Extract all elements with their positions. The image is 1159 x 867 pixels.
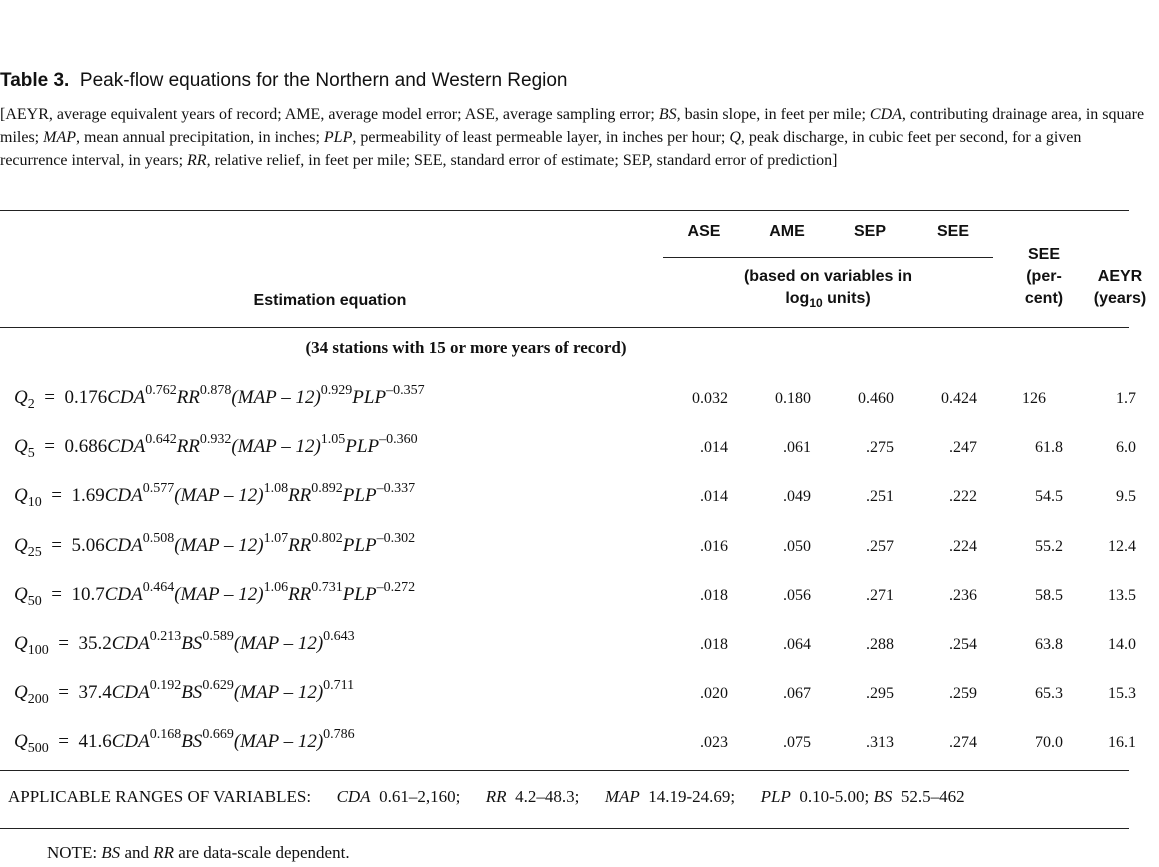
equation-variable: BS: [181, 682, 203, 704]
headnote-text: , peak discharge, in cubic feet per second, for a given recurrence interval, in years;: [0, 129, 1082, 169]
equation-exponent: 0.711: [323, 678, 355, 694]
cell-ame: .056: [783, 586, 811, 604]
table-row: [0, 422, 1159, 471]
equation-exponent: 0.929: [320, 382, 353, 398]
cell-ase: .020: [700, 685, 728, 703]
table-row: [0, 717, 1159, 766]
header-rule: [0, 327, 1129, 328]
equation-exponent: –0.302: [376, 530, 416, 546]
table-title: [0, 70, 568, 92]
equation-variable: CDA: [111, 682, 150, 704]
equation-q: Q: [14, 485, 28, 507]
headnote-variable: CDA: [869, 106, 902, 123]
equation-exponent: 0.577: [142, 481, 175, 497]
equation-exponent: 1.07: [263, 530, 289, 546]
note-variable-rr: RR: [153, 843, 175, 862]
cell-see-percent: 55.2: [1035, 537, 1063, 555]
cell-see: .254: [949, 636, 977, 653]
equation-q-subscript: 100: [27, 642, 49, 658]
headnote-variable: BS: [658, 106, 677, 123]
equation-variable: PLP: [342, 583, 377, 605]
equation-q: Q: [14, 682, 28, 704]
header-ase: ASE: [687, 223, 721, 240]
equation-q-subscript: 200: [27, 692, 49, 708]
cell-see: 0.424: [941, 390, 977, 407]
cell-see-percent: 126: [1022, 390, 1046, 407]
header-based-on-sub: 10: [809, 296, 823, 311]
cell-see-percent: 54.5: [1035, 488, 1063, 506]
cell-sep: .288: [866, 636, 894, 653]
equation-variable: RR: [288, 534, 312, 556]
equation-coefficient: 37.4: [78, 682, 112, 704]
cell-sep: .257: [866, 537, 894, 555]
equation-q: Q: [14, 583, 28, 605]
range-variable: BS: [873, 787, 893, 806]
equation-exponent: 0.629: [202, 678, 234, 694]
cell-ase: .016: [700, 537, 728, 555]
equation-variable: RR: [288, 583, 312, 605]
header-based-on: [663, 266, 993, 314]
equation-variable: RR: [176, 387, 200, 408]
equation-variable: CDA: [104, 583, 143, 605]
note-mid: and: [120, 843, 154, 862]
section-label: (34 stations with 15 or more years of record): [305, 338, 627, 357]
note-prefix: NOTE:: [47, 843, 102, 862]
estimation-equation: $Q_{25}$ = $5.06CDA^{0.508}(MAP - 12)^{1.07}RR^{0.802}PLP^{-0.302}$: [14, 530, 416, 560]
cell-aeyr: 6.0: [1116, 439, 1136, 457]
header-based-on-units: units): [822, 290, 871, 307]
equation-variable: CDA: [111, 731, 150, 753]
cell-see-percent: 65.3: [1035, 685, 1063, 703]
equation-exponent: 1.06: [263, 579, 289, 595]
equation-variable: PLP: [342, 485, 377, 507]
headnote-text: [AEYR, average equivalent years of record; AME, average model error; ASE, average sampling error;: [0, 106, 659, 123]
note-suffix: are data-scale dependent.: [174, 843, 350, 862]
table-row: [0, 570, 1159, 619]
cell-ase: .018: [700, 636, 728, 653]
headnote-text: , mean annual precipitation, in inches;: [75, 129, 324, 146]
equation-q-subscript: 500: [27, 741, 49, 757]
cell-ame: .050: [783, 537, 811, 555]
equation-exponent: 0.802: [311, 530, 343, 546]
equation-variable: CDA: [104, 485, 143, 507]
equation-variable: CDA: [104, 534, 143, 556]
cell-see-percent: 70.0: [1035, 734, 1063, 752]
cell-sep: .295: [866, 685, 894, 703]
cell-ase: .014: [700, 488, 728, 506]
header-based-on-line1: (based on variables in: [743, 268, 913, 285]
cell-see: .274: [949, 734, 977, 752]
cell-ame: .064: [783, 636, 811, 653]
header-see-percent-line2: (per-: [1026, 268, 1062, 285]
cell-sep: .251: [866, 488, 894, 506]
estimation-equation: $Q_{100}$ = $35.2CDA^{0.213}BS^{0.589}(MAP - 12)^{0.643}$: [14, 628, 355, 658]
table-row: [0, 471, 1159, 520]
cell-see: .259: [949, 685, 977, 703]
header-see-percent: [1008, 244, 1080, 310]
headnote-text: , relative relief, in feet per mile; SEE, standard error of estimate; SEP, standard error of prediction]: [206, 152, 838, 169]
equation-variable: RR: [288, 485, 312, 507]
equation-exponent: –0.272: [376, 579, 416, 595]
equation-coefficient: 5.06: [71, 534, 105, 556]
header-see: SEE: [936, 223, 969, 240]
equation-q-subscript: 10: [27, 495, 42, 511]
header-based-on-log: log: [785, 290, 810, 307]
estimation-equation: $Q_{50}$ = $10.7CDA^{0.464}(MAP - 12)^{1.06}RR^{0.731}PLP^{-0.272}$: [14, 579, 416, 609]
cell-see: .224: [949, 537, 977, 555]
equation-coefficient: 1.69: [71, 485, 105, 507]
headnote-variable: RR: [187, 152, 207, 169]
bottom-rule: [0, 770, 1129, 771]
cell-aeyr: 13.5: [1108, 586, 1136, 604]
range-variable: RR: [485, 787, 507, 806]
headnote-variable: PLP: [323, 129, 353, 146]
headnote-text: , basin slope, in feet per mile;: [676, 106, 870, 123]
range-value: 0.10-5.00;: [799, 787, 870, 806]
equation-term: (MAP – 12): [233, 731, 324, 753]
cell-see: .247: [949, 439, 977, 457]
equation-exponent: 0.643: [323, 628, 355, 644]
equation-exponent: 0.192: [149, 678, 182, 694]
equation-term: (MAP – 12): [233, 682, 324, 704]
header-ame: AME: [769, 223, 805, 240]
table-headnote: [0, 103, 1152, 172]
cell-see-percent: 61.8: [1035, 439, 1063, 457]
equation-exponent: –0.337: [376, 481, 416, 497]
equation-exponent: 0.731: [311, 579, 343, 595]
cell-ame: .075: [783, 734, 811, 752]
headnote-variable: Q: [729, 129, 741, 146]
equation-term: (MAP – 12): [174, 485, 264, 507]
equation-q: Q: [14, 534, 28, 556]
equation-q: Q: [14, 436, 28, 458]
cell-ase: .023: [700, 734, 728, 752]
table-row: [0, 521, 1159, 570]
equation-q-subscript: 50: [27, 593, 42, 609]
equation-exponent: 0.932: [199, 432, 232, 448]
cell-sep: .271: [866, 586, 894, 604]
equation-variable: BS: [181, 731, 203, 753]
table-row: [0, 668, 1159, 717]
header-subrule: [663, 257, 993, 258]
header-aeyr-line2: (years): [1093, 290, 1147, 307]
equation-exponent: 0.642: [145, 432, 177, 448]
range-value: 0.61–2,160;: [379, 787, 461, 806]
cell-ase: 0.032: [692, 390, 728, 407]
equation-exponent: 0.669: [202, 727, 234, 743]
equation-variable: CDA: [107, 436, 146, 458]
cell-ase: .014: [700, 439, 728, 457]
equation-variable: RR: [176, 436, 200, 458]
cell-aeyr: 9.5: [1116, 488, 1136, 506]
cell-ame: 0.180: [775, 390, 811, 407]
note-variable-bs: BS: [101, 843, 121, 862]
equation-variable: CDA: [107, 387, 146, 408]
headnote-text: , contributing drainage area, in square miles;: [0, 106, 1145, 146]
equation-variable: PLP: [352, 387, 387, 408]
cell-aeyr: 16.1: [1108, 734, 1136, 752]
equation-exponent: –0.360: [379, 432, 418, 448]
equation-exponent: 0.878: [199, 382, 232, 398]
equation-q: Q: [14, 731, 28, 753]
cell-see-percent: 58.5: [1035, 586, 1063, 604]
equation-exponent: 0.168: [149, 727, 182, 743]
estimation-equation: $Q_{10}$ = $1.69CDA^{0.577}(MAP - 12)^{1.08}RR^{0.892}PLP^{-0.337}$: [14, 481, 416, 511]
table-label: Table 3.: [0, 70, 70, 91]
cell-sep: 0.460: [858, 390, 894, 407]
equation-term: (MAP – 12): [231, 387, 321, 408]
equation-coefficient: 0.686: [64, 436, 108, 458]
table-caption: Peak-flow equations for the Northern and Western Region: [79, 70, 568, 91]
equation-exponent: 0.464: [142, 579, 175, 595]
cell-aeyr: 1.7: [1116, 390, 1136, 407]
equation-exponent: 1.05: [320, 432, 346, 448]
range-variable: CDA: [336, 787, 371, 806]
cell-ase: .018: [700, 586, 728, 604]
equation-coefficient: 0.176: [64, 387, 108, 408]
equation-term: (MAP – 12): [174, 583, 264, 605]
range-variable: PLP: [760, 787, 791, 806]
equation-coefficient: 35.2: [78, 633, 112, 654]
equation-variable: PLP: [345, 436, 380, 458]
cell-ame: .061: [783, 439, 811, 457]
equation-q-subscript: 25: [27, 544, 42, 560]
cell-ame: .067: [783, 685, 811, 703]
cell-sep: .275: [866, 439, 894, 457]
cell-aeyr: 14.0: [1108, 636, 1136, 653]
cell-ame: .049: [783, 488, 811, 506]
equation-exponent: 0.892: [311, 481, 343, 497]
equation-q: Q: [14, 387, 28, 408]
table-row: [0, 373, 1159, 422]
applicable-ranges: [8, 787, 965, 807]
header-aeyr: [1083, 266, 1157, 310]
range-value: 14.19-24.69;: [648, 787, 736, 806]
equation-variable: BS: [181, 633, 203, 654]
cell-see: .236: [949, 586, 977, 604]
equation-term: (MAP – 12): [231, 436, 321, 458]
estimation-equation: $Q_2$ = $0.176CDA^{0.762}RR^{0.878}(MAP - 12)^{0.929}PLP^{-0.357}$: [14, 382, 425, 412]
equation-q-subscript: 2: [27, 396, 35, 412]
equation-exponent: 0.786: [323, 727, 355, 743]
header-aeyr-line1: AEYR: [1097, 268, 1143, 285]
range-variable: MAP: [604, 787, 640, 806]
footer-rule: [0, 828, 1129, 829]
equation-exponent: 1.08: [263, 481, 289, 497]
cell-aeyr: 12.4: [1108, 537, 1136, 555]
cell-see: .222: [949, 488, 977, 506]
equation-exponent: 0.213: [149, 628, 182, 644]
header-see-percent-line3: cent): [1024, 290, 1064, 307]
equation-coefficient: 41.6: [78, 731, 112, 753]
header-sep: SEP: [853, 223, 886, 240]
headnote-variable: MAP: [43, 129, 76, 146]
cell-sep: .313: [866, 734, 894, 752]
estimation-equation: $Q_{500}$ = $41.6CDA^{0.168}BS^{0.669}(MAP - 12)^{0.786}$: [14, 727, 355, 757]
equation-term: (MAP – 12): [174, 534, 264, 556]
estimation-equation: $Q_{200}$ = $37.4CDA^{0.192}BS^{0.629}(MAP - 12)^{0.711}$: [14, 678, 355, 708]
equation-variable: CDA: [111, 633, 150, 654]
header-estimation-equation: Estimation equation: [253, 292, 407, 309]
equation-coefficient: 10.7: [71, 583, 105, 605]
table-note: [47, 843, 350, 863]
range-value: 52.5–462: [900, 787, 965, 806]
equation-variable: PLP: [342, 534, 377, 556]
table-row: [0, 619, 1159, 668]
equation-exponent: 0.589: [202, 628, 234, 644]
header-see-percent-line1: SEE: [1027, 246, 1060, 263]
equation-exponent: 0.508: [142, 530, 175, 546]
estimation-equation: $Q_5$ = $0.686CDA^{0.642}RR^{0.932}(MAP - 12)^{1.05}PLP^{-0.360}$: [14, 432, 418, 462]
headnote-text: , permeability of least permeable layer, in inches per hour;: [352, 129, 730, 146]
cell-aeyr: 15.3: [1108, 685, 1136, 703]
equation-exponent: –0.357: [386, 382, 425, 398]
top-rule: [0, 210, 1129, 211]
ranges-label: APPLICABLE RANGES OF VARIABLES:: [8, 787, 312, 806]
equation-exponent: 0.762: [145, 382, 177, 398]
equation-q-subscript: 5: [27, 446, 35, 462]
equation-term: (MAP – 12): [233, 633, 324, 654]
range-value: 4.2–48.3;: [515, 787, 580, 806]
equation-q: Q: [14, 633, 28, 654]
cell-see-percent: 63.8: [1035, 636, 1063, 653]
